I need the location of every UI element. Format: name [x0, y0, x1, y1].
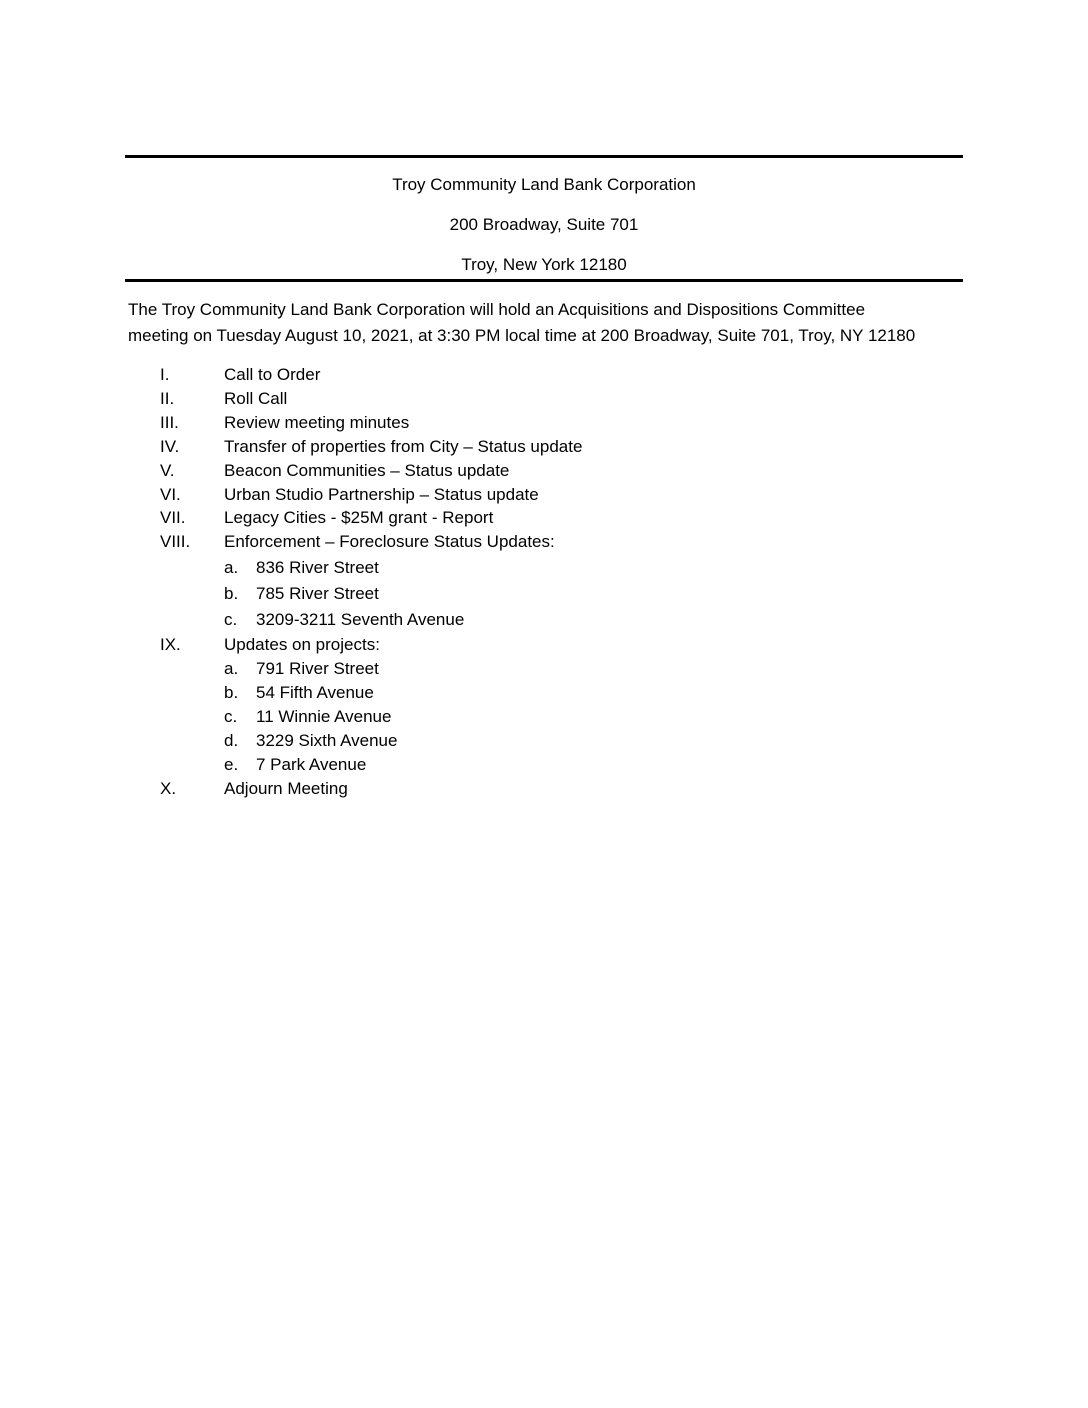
- agenda-subitem-text: 785 River Street: [256, 584, 379, 603]
- agenda-item-text: Beacon Communities – Status update: [224, 461, 510, 480]
- agenda-item-text: Enforcement – Foreclosure Status Updates:: [224, 532, 555, 551]
- agenda-subitem-text: 791 River Street: [256, 659, 379, 678]
- agenda-subitem-text: 3209-3211 Seventh Avenue: [256, 610, 465, 629]
- agenda-item-number: II.: [160, 389, 175, 408]
- agenda-item-text: Urban Studio Partnership – Status update: [224, 485, 539, 504]
- agenda-item-text: Call to Order: [224, 365, 321, 384]
- agenda-item-number: V.: [160, 461, 175, 480]
- agenda-subitem-letter: c.: [224, 610, 238, 629]
- organization-name: Troy Community Land Bank Corporation: [392, 175, 696, 194]
- agenda-item-text: Review meeting minutes: [224, 413, 410, 432]
- meeting-notice-line-1: The Troy Community Land Bank Corporation will hold an Acquisitions and Dispositions Committee: [128, 300, 866, 319]
- agenda-subitem-letter: e.: [224, 755, 239, 774]
- agenda-subitem-text: 11 Winnie Avenue: [256, 707, 392, 726]
- agenda-item-number: I.: [160, 365, 170, 384]
- agenda-item-number: VIII.: [160, 532, 191, 551]
- agenda-item-text: Transfer of properties from City – Status update: [224, 437, 583, 456]
- agenda-item-text: Updates on projects:: [224, 635, 380, 654]
- agenda-subitem-text: 54 Fifth Avenue: [256, 683, 374, 702]
- agenda-item-number: VI.: [160, 485, 181, 504]
- agenda-item-number: X.: [160, 779, 177, 798]
- agenda-item-number: IX.: [160, 635, 181, 654]
- agenda-item-text: Legacy Cities - $25M grant - Report: [224, 508, 494, 527]
- agenda-item-number: III.: [160, 413, 179, 432]
- agenda-subitem-letter: d.: [224, 731, 239, 750]
- address-line-1: 200 Broadway, Suite 701: [449, 215, 639, 234]
- agenda-item-text: Roll Call: [224, 389, 288, 408]
- agenda-subitem-text: 3229 Sixth Avenue: [256, 731, 398, 750]
- meeting-notice-line-2: meeting on Tuesday August 10, 2021, at 3:30 PM local time at 200 Broadway, Suite 701, Troy, NY 12180: [128, 326, 916, 345]
- address-line-2: Troy, New York 12180: [461, 255, 627, 274]
- header-top-rule: [125, 155, 963, 158]
- agenda-item-number: IV.: [160, 437, 180, 456]
- agenda-subitem-letter: a.: [224, 558, 239, 577]
- agenda-subitem-letter: b.: [224, 584, 239, 603]
- agenda-item-text: Adjourn Meeting: [224, 779, 348, 798]
- agenda-subitem-letter: c.: [224, 707, 238, 726]
- agenda-subitem-text: 7 Park Avenue: [256, 755, 367, 774]
- agenda-subitem-letter: b.: [224, 683, 239, 702]
- header-bottom-rule: [125, 279, 963, 282]
- agenda-subitem-text: 836 River Street: [256, 558, 379, 577]
- meeting-notice: [128, 297, 968, 349]
- agenda-item-number: VII.: [160, 508, 186, 527]
- agenda-subitem-letter: a.: [224, 659, 239, 678]
